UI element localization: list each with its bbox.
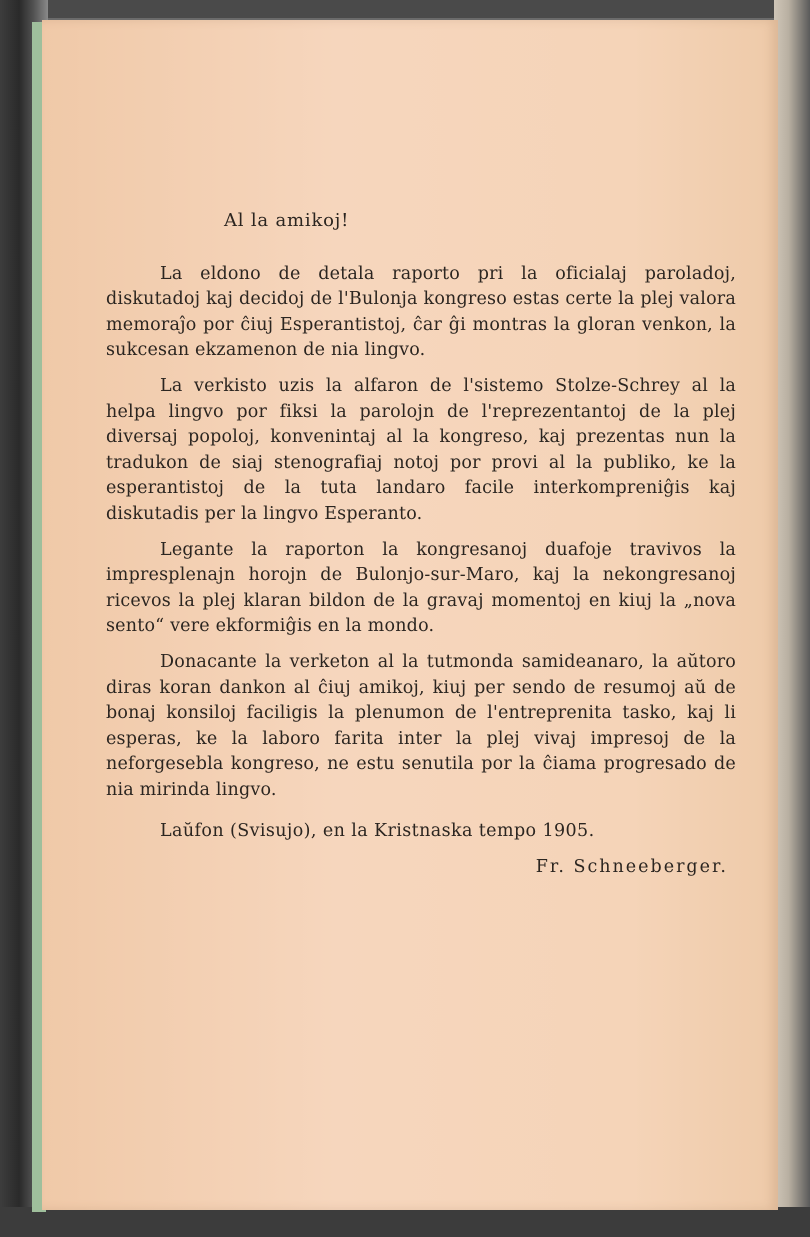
paragraph: Donacante la verketon al la tutmonda samideanaro, la aŭtoro diras koran dankon al ĉiuj amikoj, kiuj per sendo de resumoj aŭ de bonaj konsiloj faciligis la plenumon de l'entreprenita tasko, kaj li esperas, ke la laboro farita inter la plej vivaj impresoj de la neforgesebla kongreso, ne estu senutila por la ĉiama progresado de nia mirinda lingvo. <box>106 651 736 800</box>
page-heading: Al la amikoj! <box>224 210 350 231</box>
book-cover-top-edge <box>0 0 810 18</box>
place-and-date: Laŭfon (Svisujo), en la Kristnaska tempo 1905. <box>160 821 595 842</box>
paragraph: La eldono de detala raporto pri la oficialaj paroladoj, diskutadoj kaj decidoj de l'Bulonja kongreso estas certe la plej valora memoraĵo por ĉiuj Esperantistoj, ĉar ĝi montras la gloran venkon, la sukcesan ekzamenon de nia lingvo. <box>106 263 736 361</box>
book-page-right-edge <box>774 0 810 1237</box>
paragraph: Legante la raporton la kongresanoj duafoje travivos la impresplenajn horojn de Bulonjo-sur-Maro, kaj la nekongresanoj ricevos la plej klaran bildon de la gravaj momentoj en kiuj la „nova sento“ vere ekformiĝis en la mondo. <box>106 539 736 637</box>
author-signature: Fr. Schneeberger. <box>535 857 728 878</box>
page-text-block <box>106 208 736 881</box>
paragraph: La verkisto uzis la alfaron de l'sistemo Stolze-Schrey al la helpa lingvo por fiksi la parolojn de l'reprezentantoj de la plej diversaj popoloj, konvenintaj al la kongreso, kaj prezentas nun la tradukon de siaj stenografiaj notoj por provi al la publiko, ke la esperantistoj de la tuta landaro facile interkompreniĝis kaj diskutadis per la lingvo Esperanto. <box>106 375 736 524</box>
book-cover-bottom-edge <box>0 1207 810 1237</box>
